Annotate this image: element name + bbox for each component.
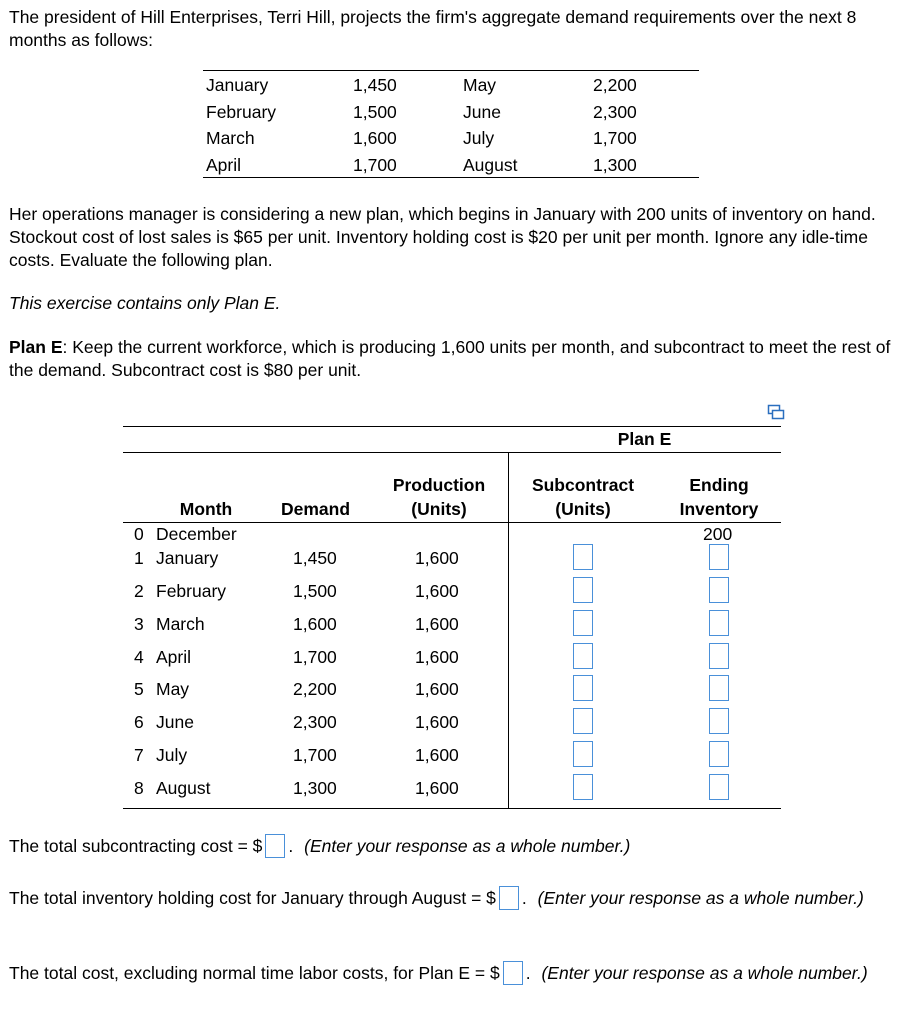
- row-demand: 2,300: [293, 712, 337, 732]
- copy-icon[interactable]: [767, 404, 785, 420]
- row-demand: 2,200: [293, 679, 337, 699]
- question-period: .: [525, 963, 531, 983]
- row-month: August: [156, 778, 211, 798]
- question-holding-cost: [9, 886, 894, 910]
- row-month: February: [156, 581, 227, 601]
- plan-description: [9, 336, 894, 382]
- demand-row: [203, 71, 699, 98]
- col-production-line1: Production: [392, 475, 486, 495]
- demand-row: [203, 98, 699, 125]
- row-production: 1,600: [415, 647, 459, 667]
- subcontract-input[interactable]: [573, 577, 593, 603]
- initial-inventory: 200: [703, 524, 733, 544]
- row-number: 6: [134, 712, 144, 732]
- total-cost-input[interactable]: [503, 961, 523, 985]
- row-demand: 1,600: [293, 614, 337, 634]
- subcontract-input[interactable]: [573, 741, 593, 767]
- subcontract-input[interactable]: [573, 774, 593, 800]
- row-production: 1,600: [415, 679, 459, 699]
- col-ending-line2: Inventory: [679, 499, 759, 519]
- row-production: 1,600: [415, 581, 459, 601]
- question-text: The total cost, excluding normal time labor costs, for Plan E = $: [9, 963, 500, 983]
- plan-label: Plan E: [9, 337, 63, 357]
- row-month: May: [156, 679, 190, 699]
- row-number: 0: [134, 524, 144, 544]
- demand-month: July: [463, 128, 495, 148]
- subcontract-input[interactable]: [573, 643, 593, 669]
- row-month: March: [156, 614, 205, 634]
- demand-row: [203, 151, 699, 178]
- demand-value: 1,450: [353, 75, 397, 95]
- exercise-note: This exercise contains only Plan E.: [9, 293, 281, 313]
- ending-inventory-input[interactable]: [709, 643, 729, 669]
- demand-value: 2,300: [593, 101, 637, 122]
- question-text: The total inventory holding cost for January through August = $: [9, 888, 496, 908]
- col-production-line2: (Units): [411, 499, 467, 519]
- col-production: [378, 473, 500, 521]
- question-hint: (Enter your response as a whole number.): [304, 836, 631, 856]
- row-production: 1,600: [415, 614, 459, 634]
- table-bottom-rule: [123, 808, 781, 809]
- table-header-rule: [123, 452, 781, 453]
- row-demand: 1,300: [293, 778, 337, 798]
- col-ending-line1: Ending: [689, 475, 749, 495]
- subcontract-cost-input[interactable]: [265, 834, 285, 858]
- row-number: 5: [134, 679, 144, 699]
- col-subcontract-line2: (Units): [555, 499, 611, 519]
- row-month: January: [156, 548, 219, 568]
- question-hint: (Enter your response as a whole number.): [537, 888, 864, 908]
- col-ending-inventory: [663, 473, 775, 521]
- plan-e-table: [123, 426, 781, 808]
- table-divider: [508, 452, 509, 808]
- question-hint: (Enter your response as a whole number.): [541, 963, 868, 983]
- demand-month: January: [206, 75, 269, 95]
- demand-value: 1,500: [353, 101, 397, 122]
- question-total-cost: [9, 961, 894, 985]
- holding-cost-input[interactable]: [499, 886, 519, 910]
- col-month: Month: [179, 499, 233, 519]
- ending-inventory-input[interactable]: [709, 577, 729, 603]
- plan-header: Plan E: [617, 429, 672, 449]
- ending-inventory-input[interactable]: [709, 675, 729, 701]
- row-production: 1,600: [415, 778, 459, 798]
- row-number: 3: [134, 614, 144, 634]
- subcontract-input[interactable]: [573, 544, 593, 570]
- row-number: 1: [134, 548, 144, 568]
- row-number: 8: [134, 778, 144, 798]
- row-production: 1,600: [415, 548, 459, 568]
- col-subcontract: [518, 473, 648, 521]
- question-period: .: [288, 836, 294, 856]
- row-month: June: [156, 712, 194, 732]
- row-month: December: [156, 524, 237, 544]
- row-month: July: [156, 745, 188, 765]
- ending-inventory-input[interactable]: [709, 741, 729, 767]
- row-demand: 1,700: [293, 647, 337, 667]
- col-subcontract-line1: Subcontract: [531, 475, 635, 495]
- question-period: .: [521, 888, 527, 908]
- intro-text: The president of Hill Enterprises, Terri Hill, projects the firm's aggregate demand requirements over the next 8 months as follows:: [9, 7, 857, 50]
- row-demand: 1,450: [293, 548, 337, 568]
- question-text: The total subcontracting cost = $: [9, 836, 263, 856]
- ending-inventory-input[interactable]: [709, 544, 729, 570]
- row-month: April: [156, 647, 192, 667]
- demand-table: [203, 70, 699, 178]
- demand-value: 2,200: [593, 75, 637, 95]
- subcontract-input[interactable]: [573, 610, 593, 636]
- plan-text: : Keep the current workforce, which is producing 1,600 units per month, and subcontract to meet the rest of the demand. Subcontract cost is $80 per unit.: [9, 337, 891, 380]
- demand-value: 1,600: [353, 128, 397, 148]
- row-production: 1,600: [415, 712, 459, 732]
- subcontract-input[interactable]: [573, 708, 593, 734]
- row-demand: 1,500: [293, 581, 337, 601]
- ending-inventory-input[interactable]: [709, 774, 729, 800]
- demand-month: March: [206, 128, 255, 148]
- demand-month: June: [463, 101, 501, 122]
- demand-month: May: [463, 75, 497, 95]
- ending-inventory-input[interactable]: [709, 708, 729, 734]
- demand-row: [203, 124, 699, 151]
- row-demand: 1,700: [293, 745, 337, 765]
- subcontract-input[interactable]: [573, 675, 593, 701]
- demand-month: April: [206, 154, 242, 175]
- demand-value: 1,700: [593, 128, 637, 148]
- row-production: 1,600: [415, 745, 459, 765]
- demand-value: 1,300: [593, 154, 637, 175]
- scenario-text: Her operations manager is considering a new plan, which begins in January with 200 units of inventory on hand. Stockout cost of lost sales is $65 per unit. Inventory holding cost is $20 per unit per month. Ignore any idle-time costs. Evaluate the following plan.: [9, 204, 876, 270]
- row-number: 4: [134, 647, 144, 667]
- demand-month: February: [206, 101, 277, 122]
- col-demand: Demand: [280, 499, 351, 519]
- demand-month: August: [463, 154, 518, 175]
- row-number: 2: [134, 581, 144, 601]
- demand-value: 1,700: [353, 154, 397, 175]
- ending-inventory-input[interactable]: [709, 610, 729, 636]
- question-subcontract-cost: [9, 834, 630, 858]
- row-number: 7: [134, 745, 144, 765]
